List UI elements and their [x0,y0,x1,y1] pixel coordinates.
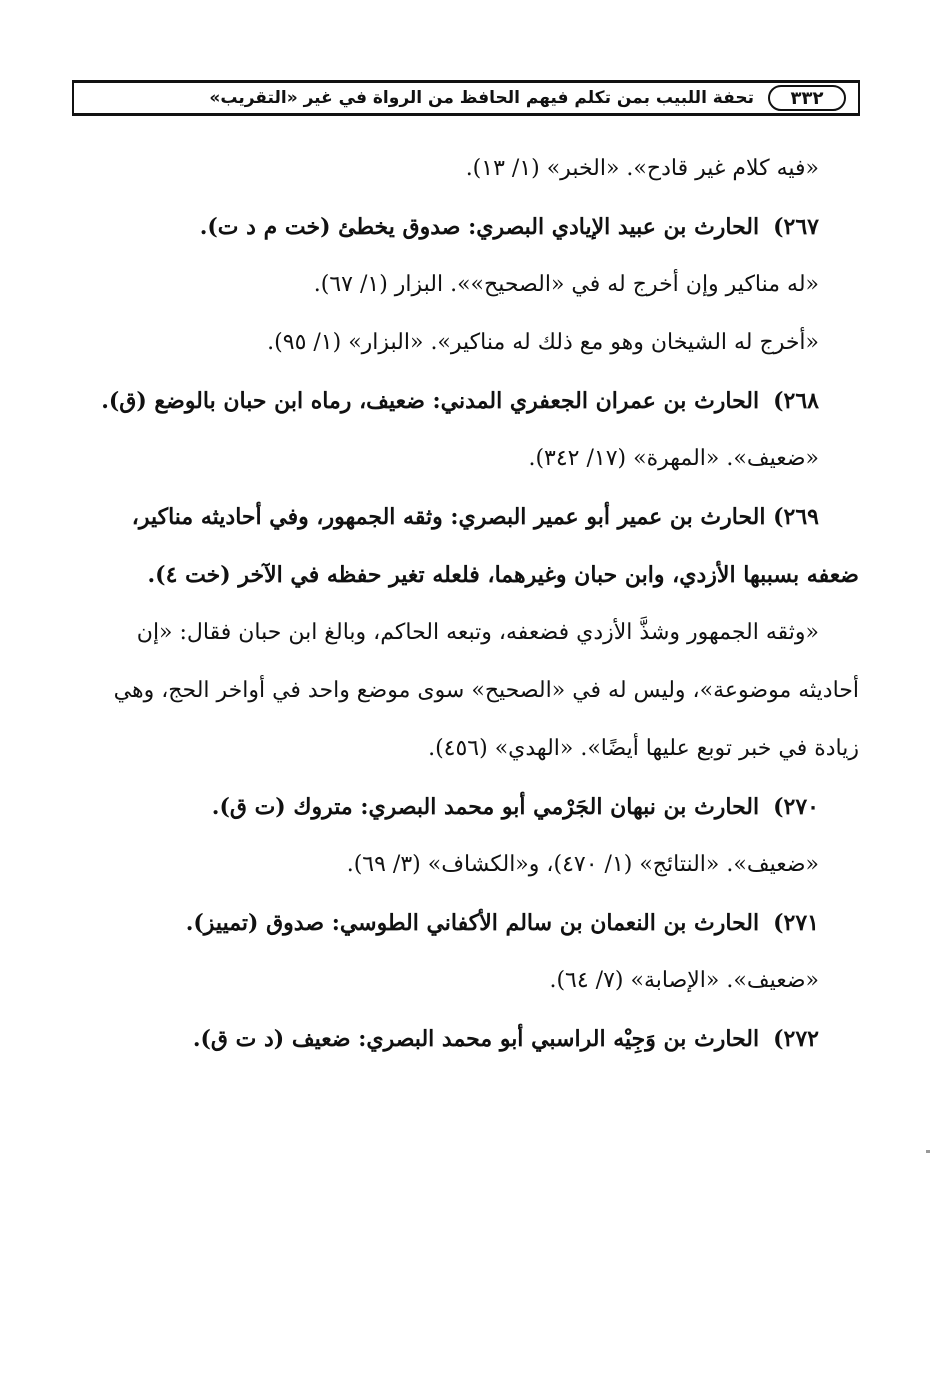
running-title: تحفة اللبيب بمن تكلم فيهم الحافظ من الرواة في غير «التقريب» [209,88,754,108]
running-header [72,80,860,116]
entry-number: ٢٧٠) [773,794,819,820]
entry-268 [62,372,859,430]
entry-text: الحارث بن عبيد الإيادي البصري: صدوق يخطئ (خت م د ت). [199,214,760,240]
entry-number: ٢٧٢) [773,1026,819,1052]
entry-number: ٢٦٨) [773,388,819,414]
page-number: ٣٣٢ [768,85,846,111]
entry-number: ٢٦٧) [773,214,819,240]
quote-269-line-3: زيادة في خبر توبع عليها أيضًا». «الهدي» (٤٥٦). [428,736,859,761]
quote-line: «ضعيف». «النتائج» (١/ ٤٧٠)، و«الكشاف» (٣/ ٦٩). [346,852,819,877]
entry-267 [62,198,859,256]
page-body [62,140,859,1068]
entry-269-line-2: ضعفه بسببها الأزدي، وابن حبان وغيرهما، فلعله تغير حفظه في الآخر (خت ٤). [147,562,859,588]
entry-text: الحارث بن النعمان بن سالم الأكفاني الطوسي: صدوق (تمييز). [185,910,760,936]
entry-text: الحارث بن عمران الجعفري المدني: ضعيف، رماه ابن حبان بالوضع (ق). [101,388,760,414]
quote-line: «أخرج له الشيخان وهو مع ذلك له مناكير». «البزار» (١/ ٩٥). [267,330,819,355]
quote-line: «فيه كلام غير قادح». «الخبر» (١/ ١٣). [465,156,819,181]
scan-speck [926,1150,930,1153]
entry-271 [62,894,859,952]
quote-269-line-1: «وثقه الجمهور وشذَّ الأزدي فضعفه، وتبعه الحاكم، وبالغ ابن حبان فقال: «إن [136,620,819,645]
entry-270 [62,778,859,836]
quote-line: «ضعيف». «الإصابة» (٧/ ٦٤). [549,968,819,993]
entry-269-line-1: ٢٦٩) الحارث بن عمير أبو عمير البصري: وثقه الجمهور، وفي أحاديثه مناكير، [131,504,819,530]
entry-text: الحارث بن نبهان الجَرْمي أبو محمد البصري: متروك (ت ق). [211,794,760,820]
quote-269-line-2: أحاديثه موضوعة»، وليس له في «الصحيح» سوى موضع واحد في أواخر الحج، وهي [113,678,859,703]
entry-272 [62,1010,859,1068]
entry-number: ٢٧١) [773,910,819,936]
quote-line: «له مناكير وإن أخرج له في «الصحيح»». البزار (١/ ٦٧). [313,272,819,297]
quote-line: «ضعيف». «المهرة» (١٧/ ٣٤٢). [528,446,819,471]
entry-text: الحارث بن وَجِيْه الراسبي أبو محمد البصري: ضعيف (د ت ق). [192,1026,760,1052]
